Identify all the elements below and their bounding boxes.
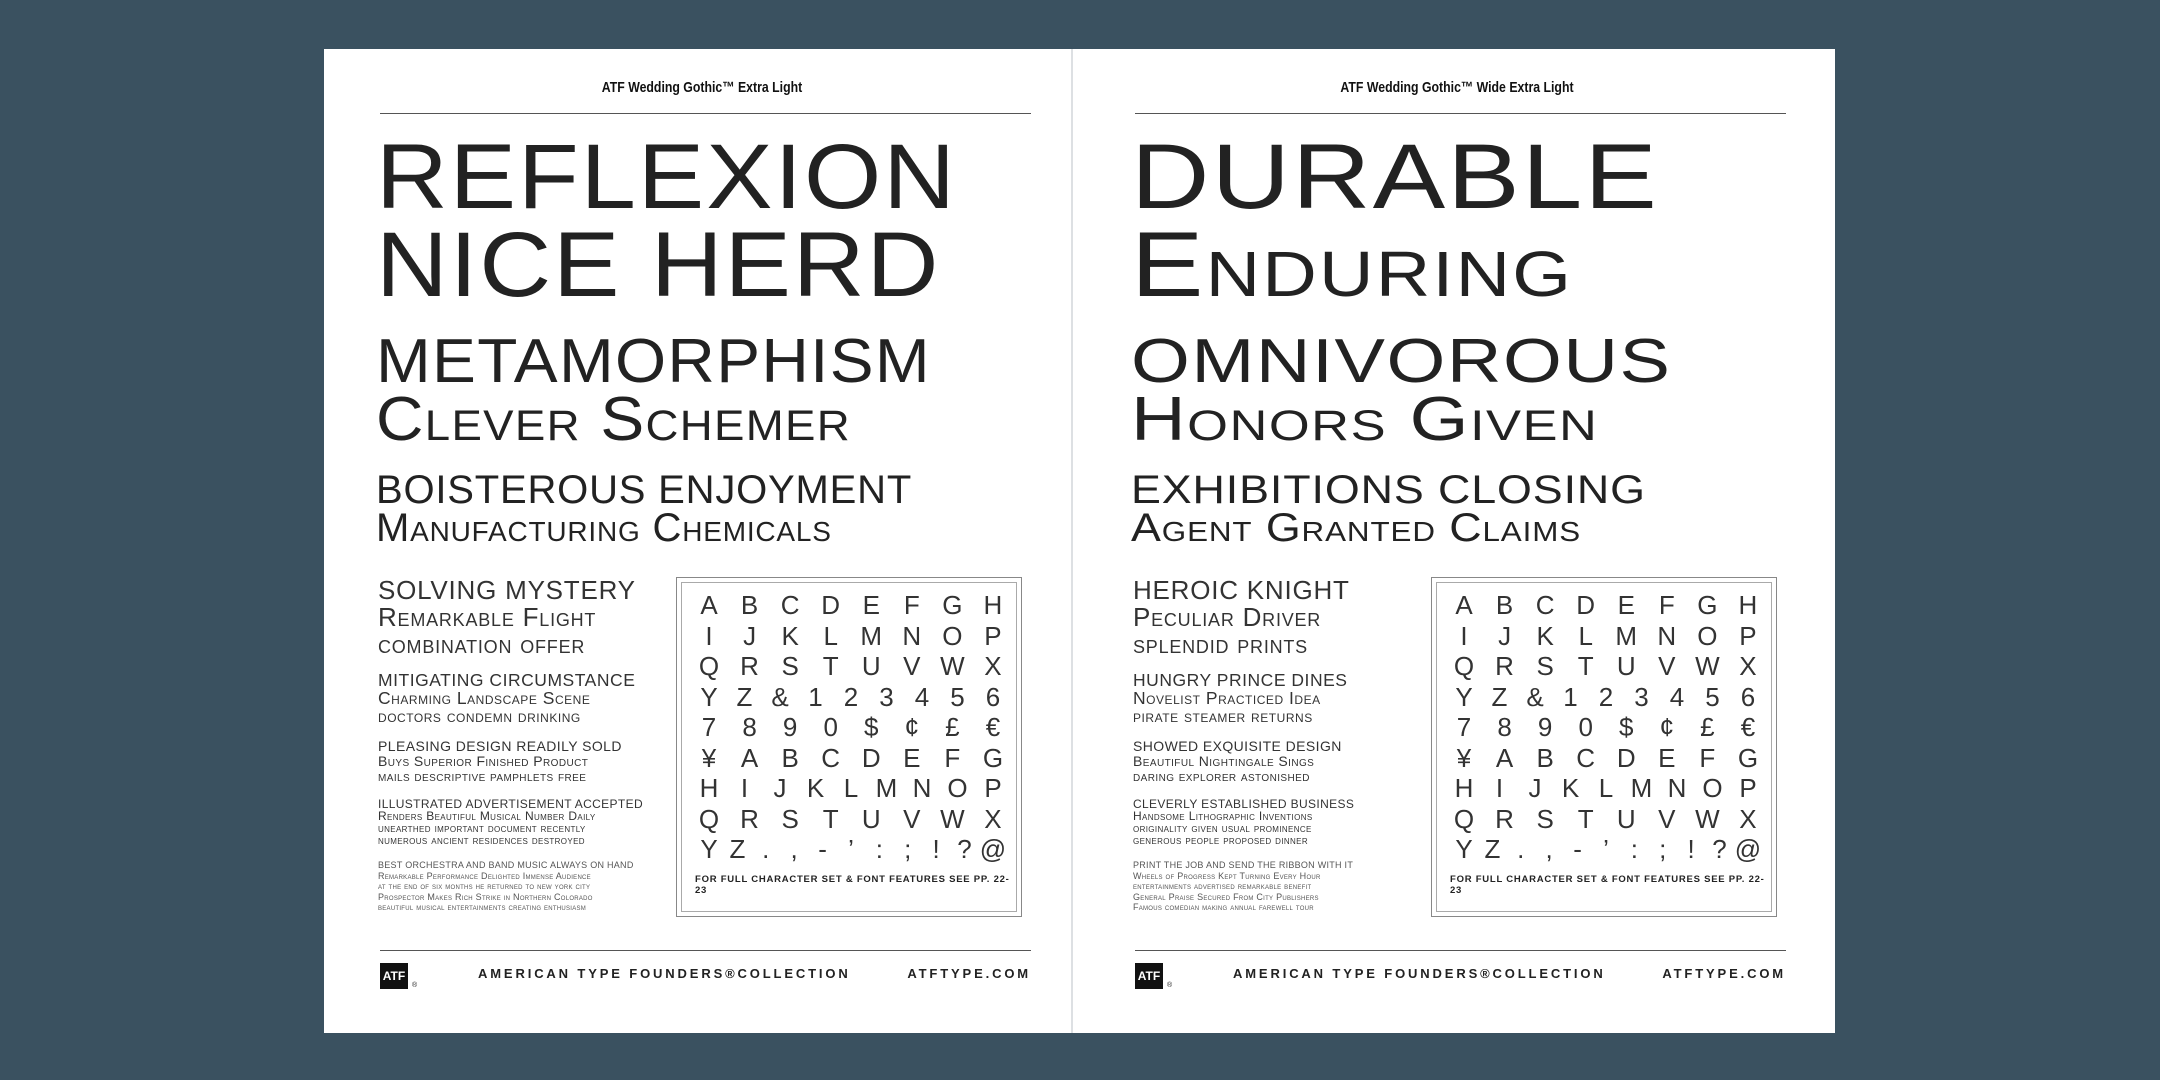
glyph: 8: [742, 712, 757, 742]
sample-line: SOLVING MYSTERY: [378, 577, 636, 604]
sample-line: unearthed important document recently: [378, 822, 586, 834]
glyph: 3: [1634, 681, 1649, 712]
display-line: BOISTEROUS ENJOYMENT: [376, 468, 913, 512]
display-large: [376, 126, 958, 316]
registered-mark: ®: [412, 982, 418, 989]
glyph: W: [1695, 803, 1720, 834]
glyph: T: [822, 651, 839, 681]
glyph: Y: [700, 834, 718, 864]
glyph: B: [1495, 590, 1514, 620]
sample-line: generous people proposed dinner: [1133, 834, 1308, 846]
glyph: K: [806, 773, 825, 803]
glyph: H: [699, 773, 719, 803]
charset-row: [695, 804, 1007, 835]
sample-line: combination offer: [378, 631, 586, 658]
glyph: £: [1700, 712, 1715, 742]
glyph: !: [932, 834, 940, 864]
glyph: 6: [1740, 681, 1756, 712]
footer-rule: [380, 950, 1031, 951]
sample-group: [1133, 577, 1413, 658]
glyph: ;: [1659, 834, 1667, 864]
glyph: U: [1616, 803, 1636, 834]
footer-url: ATFTYPE.COM: [907, 966, 1031, 981]
registered-mark: ®: [1167, 982, 1173, 989]
display-line: OMNIVOROUS: [1131, 327, 1672, 396]
glyph: A: [740, 742, 759, 773]
sample-line: daring explorer astonished: [1133, 769, 1310, 784]
sample-line: Novelist Practiced Idea: [1133, 689, 1321, 707]
sample-line: splendid prints: [1133, 631, 1308, 658]
glyph: ;: [904, 834, 912, 864]
charset-row: [1450, 773, 1762, 804]
sample-line: Remarkable Performance Delighted Immense Audience: [378, 870, 591, 881]
charset-note: FOR FULL CHARACTER SET & FONT FEATURES SEE PP. 22-23: [695, 874, 1010, 896]
charset-row: [1450, 682, 1762, 713]
page-right: [1079, 49, 1835, 1033]
glyph: 1: [1563, 681, 1578, 712]
glyph: Y: [1455, 681, 1473, 712]
footer-collection: AMERICAN TYPE FOUNDERS®COLLECTION: [1233, 966, 1606, 981]
glyph: 0: [1578, 712, 1593, 742]
glyph: ¢: [1659, 712, 1675, 742]
footer-rule: [1135, 950, 1786, 951]
glyph: W: [940, 803, 965, 834]
glyph: C: [780, 590, 800, 620]
sample-line: Renders Beautiful Musical Number Daily: [378, 810, 596, 822]
glyph: E: [1617, 590, 1635, 620]
glyph: M: [1630, 773, 1653, 803]
sample-line: PLEASING DESIGN READILY SOLD: [378, 739, 622, 754]
glyph: L: [823, 620, 838, 651]
glyph: M: [860, 620, 883, 651]
character-set-box: [1431, 577, 1777, 917]
glyph: 4: [1669, 681, 1685, 712]
glyph: Y: [1455, 834, 1473, 864]
glyph: Q: [1453, 803, 1475, 834]
header-rule: [1135, 113, 1786, 114]
charset-row: [695, 743, 1007, 774]
sample-line: CLEVERLY ESTABLISHED BUSINESS: [1133, 798, 1355, 810]
display-line: Manufacturing Chemicals: [376, 506, 832, 550]
glyph: U: [861, 803, 881, 834]
display-line: Clever Schemer: [376, 385, 851, 454]
glyph: H: [983, 590, 1003, 620]
glyph: E: [1658, 742, 1676, 773]
glyph: V: [1658, 651, 1676, 681]
glyph: Z: [1484, 834, 1501, 864]
glyph: ’: [848, 834, 854, 864]
glyph: Z: [736, 681, 753, 712]
glyph: X: [984, 651, 1002, 681]
sample-group: [378, 798, 658, 846]
glyph: A: [1495, 742, 1514, 773]
display-line: METAMORPHISM: [376, 327, 931, 396]
charset-row: [695, 773, 1007, 804]
glyph: @: [979, 834, 1007, 864]
sample-line: General Praise Secured From City Publishers: [1133, 891, 1319, 902]
sample-line: at the end of six months he returned to new york city: [378, 881, 591, 891]
glyph: 2: [843, 681, 859, 712]
display-medium: [376, 327, 931, 454]
glyph: J: [773, 773, 787, 803]
glyph: U: [861, 651, 881, 681]
sample-line: beautiful musical entertainments creating enthusiasm: [378, 902, 587, 912]
sample-line: Wheels of Progress Kept Turning Every Hour: [1133, 870, 1321, 881]
glyph: L: [1578, 620, 1593, 651]
glyph: D: [861, 742, 881, 773]
glyph: X: [984, 803, 1002, 834]
text-samples: [378, 577, 658, 913]
glyph: R: [740, 803, 759, 834]
glyph: T: [822, 803, 839, 834]
sample-line: numerous ancient residences destroyed: [378, 834, 585, 846]
header-rule: [380, 113, 1031, 114]
glyph: 8: [1497, 712, 1512, 742]
glyph: ,: [1545, 834, 1553, 864]
character-set-box: [676, 577, 1022, 917]
glyph: I: [1495, 773, 1504, 803]
glyph: G: [982, 742, 1004, 773]
page-header: ATF Wedding Gothic™ Extra Light: [601, 79, 803, 96]
glyph: €: [985, 712, 1001, 742]
sample-line: Beautiful Nightingale Sings: [1133, 754, 1315, 769]
glyph: M: [875, 773, 898, 803]
page-left: [324, 49, 1080, 1033]
sample-line: entertainments advertised remarkable benefit: [1133, 881, 1312, 891]
glyph: U: [1616, 651, 1636, 681]
sample-line: HEROIC KNIGHT: [1133, 577, 1350, 604]
glyph: W: [940, 651, 965, 681]
glyph: J: [1498, 620, 1512, 651]
charset-row: [1450, 651, 1762, 682]
glyph: P: [984, 773, 1002, 803]
glyph: R: [1495, 803, 1514, 834]
glyph: S: [1536, 651, 1554, 681]
glyph: V: [903, 803, 921, 834]
glyph: 6: [985, 681, 1001, 712]
glyph: Q: [698, 803, 720, 834]
glyph: B: [781, 742, 799, 773]
glyph: I: [705, 620, 713, 651]
glyph: !: [1687, 834, 1695, 864]
glyph: B: [740, 590, 759, 620]
display-small: [1131, 468, 1646, 550]
glyph: T: [1577, 803, 1594, 834]
display-large: [1131, 126, 1660, 316]
charset-row: [1450, 590, 1762, 621]
glyph: N: [902, 620, 922, 651]
display-line: Agent Granted Claims: [1131, 506, 1582, 550]
sample-group: [1133, 860, 1413, 913]
glyph: O: [1702, 773, 1723, 803]
glyph: 3: [879, 681, 894, 712]
glyph: Q: [1453, 651, 1475, 681]
glyph: D: [821, 590, 841, 620]
glyph: ¥: [701, 742, 717, 773]
glyph: 5: [1705, 681, 1720, 712]
glyph: M: [1615, 620, 1638, 651]
glyph: G: [1737, 742, 1759, 773]
glyph: .: [1517, 834, 1525, 864]
glyph: N: [1667, 773, 1687, 803]
charset-row: [695, 712, 1007, 743]
glyph: G: [942, 590, 963, 620]
glyph: 7: [1456, 712, 1472, 742]
atf-logo: ATF: [1135, 963, 1163, 989]
glyph: ¥: [1456, 742, 1472, 773]
glyph: J: [1528, 773, 1542, 803]
sample-group: [1133, 671, 1413, 725]
glyph: O: [942, 620, 963, 651]
glyph: Q: [698, 651, 720, 681]
display-line: Honors Given: [1131, 385, 1599, 454]
glyph: G: [1697, 590, 1718, 620]
glyph: P: [1739, 773, 1757, 803]
charset-row: [695, 590, 1007, 621]
glyph: L: [843, 773, 859, 803]
sample-line: Remarkable Flight: [378, 604, 597, 631]
sample-line: Prospector Makes Rich Strike in Northern Colorado: [378, 891, 593, 902]
glyph: O: [947, 773, 968, 803]
sample-line: originality given usual prominence: [1133, 822, 1312, 834]
sample-line: doctors condemn drinking: [378, 707, 581, 725]
glyph: Z: [1491, 681, 1508, 712]
glyph: C: [1576, 742, 1596, 773]
glyph: &: [771, 681, 789, 712]
glyph: 7: [701, 712, 717, 742]
page-header: ATF Wedding Gothic™ Wide Extra Light: [1340, 79, 1574, 96]
glyph: ¢: [904, 712, 920, 742]
glyph: K: [781, 620, 799, 651]
glyph: X: [1739, 651, 1757, 681]
sample-group: [1133, 739, 1413, 784]
glyph: N: [912, 773, 932, 803]
glyph: 0: [823, 712, 838, 742]
sample-group: [1133, 798, 1413, 846]
glyph: 9: [782, 712, 798, 742]
display-medium: [1131, 327, 1672, 454]
glyph: 1: [808, 681, 823, 712]
glyph: V: [903, 651, 921, 681]
charset-row: [1450, 834, 1762, 865]
sample-line: MITIGATING CIRCUMSTANCE: [378, 671, 636, 689]
glyph: E: [903, 742, 921, 773]
glyph: X: [1739, 803, 1757, 834]
footer-collection: AMERICAN TYPE FOUNDERS®COLLECTION: [478, 966, 851, 981]
glyph: P: [1739, 620, 1757, 651]
charset-row: [1450, 621, 1762, 652]
sample-group: [378, 860, 658, 913]
charset-row: [695, 682, 1007, 713]
glyph: Z: [729, 834, 746, 864]
glyph: J: [743, 620, 757, 651]
sample-group: [378, 577, 658, 658]
glyph: C: [1535, 590, 1555, 620]
display-line: Enduring: [1131, 214, 1574, 316]
charset-row: [1450, 804, 1762, 835]
glyph: €: [1740, 712, 1756, 742]
glyph: B: [1536, 742, 1554, 773]
charset-row: [1450, 712, 1762, 743]
display-line: NICE HERD: [376, 214, 941, 316]
glyph: V: [1658, 803, 1676, 834]
glyph: A: [700, 590, 718, 620]
glyph: E: [862, 590, 880, 620]
sample-line: Famous comedian making annual farewell tour: [1133, 902, 1314, 912]
glyph: H: [1738, 590, 1758, 620]
atf-logo: ATF: [380, 963, 408, 989]
glyph: D: [1576, 590, 1596, 620]
glyph: I: [740, 773, 749, 803]
glyph: P: [984, 620, 1002, 651]
display-line: EXHIBITIONS CLOSING: [1131, 468, 1646, 512]
text-samples: [1133, 577, 1413, 913]
sample-line: PRINT THE JOB AND SEND THE RIBBON WITH IT: [1133, 860, 1354, 870]
glyph: F: [1699, 742, 1716, 773]
sample-line: HUNGRY PRINCE DINES: [1133, 671, 1348, 689]
glyph: K: [1536, 620, 1554, 651]
sample-line: mails descriptive pamphlets free: [378, 769, 587, 784]
glyph: $: [1619, 712, 1634, 742]
charset-row: [1450, 743, 1762, 774]
glyph: -: [1573, 834, 1582, 864]
glyph: C: [821, 742, 841, 773]
glyph: L: [1598, 773, 1614, 803]
sample-line: Handsome Lithographic Inventions: [1133, 810, 1313, 822]
charset-row: [695, 621, 1007, 652]
glyph: ?: [1712, 834, 1727, 864]
glyph: R: [1495, 651, 1514, 681]
glyph: 4: [914, 681, 930, 712]
sample-line: BEST ORCHESTRA AND BAND MUSIC ALWAYS ON HAND: [378, 860, 634, 870]
sample-line: Peculiar Driver: [1133, 604, 1322, 631]
glyph: £: [945, 712, 960, 742]
charset-row: [695, 834, 1007, 865]
footer-url: ATFTYPE.COM: [1662, 966, 1786, 981]
glyph: Y: [700, 681, 718, 712]
glyph: ’: [1603, 834, 1609, 864]
glyph: O: [1697, 620, 1718, 651]
glyph: N: [1657, 620, 1677, 651]
glyph: F: [1658, 590, 1675, 620]
sample-line: Buys Superior Finished Product: [378, 754, 589, 769]
sample-line: pirate steamer returns: [1133, 707, 1313, 725]
glyph: D: [1616, 742, 1636, 773]
glyph: 9: [1537, 712, 1553, 742]
glyph: ,: [790, 834, 798, 864]
glyph: .: [762, 834, 770, 864]
charset-note: FOR FULL CHARACTER SET & FONT FEATURES SEE PP. 22-23: [1450, 874, 1765, 896]
glyph: S: [781, 803, 799, 834]
glyph: S: [781, 651, 799, 681]
glyph: &: [1526, 681, 1544, 712]
glyph: $: [864, 712, 879, 742]
display-line: REFLEXION: [376, 126, 958, 228]
sample-group: [378, 739, 658, 784]
glyph: F: [944, 742, 961, 773]
glyph: H: [1454, 773, 1474, 803]
glyph: F: [903, 590, 920, 620]
glyph: 2: [1598, 681, 1614, 712]
glyph: -: [818, 834, 827, 864]
glyph: K: [1561, 773, 1580, 803]
sample-group: [378, 671, 658, 725]
glyph: A: [1455, 590, 1473, 620]
display-line: DURABLE: [1131, 126, 1660, 228]
display-small: [376, 468, 913, 550]
glyph: ?: [957, 834, 972, 864]
glyph: 5: [950, 681, 965, 712]
glyph: I: [1460, 620, 1468, 651]
glyph: :: [875, 834, 883, 864]
sample-line: ILLUSTRATED ADVERTISEMENT ACCEPTED: [378, 798, 643, 810]
glyph: S: [1536, 803, 1554, 834]
sample-line: SHOWED EXQUISITE DESIGN: [1133, 739, 1342, 754]
sample-line: Charming Landscape Scene: [378, 689, 591, 707]
glyph: T: [1577, 651, 1594, 681]
charset-row: [695, 651, 1007, 682]
glyph: R: [740, 651, 759, 681]
glyph: W: [1695, 651, 1720, 681]
glyph: @: [1734, 834, 1762, 864]
glyph: :: [1630, 834, 1638, 864]
